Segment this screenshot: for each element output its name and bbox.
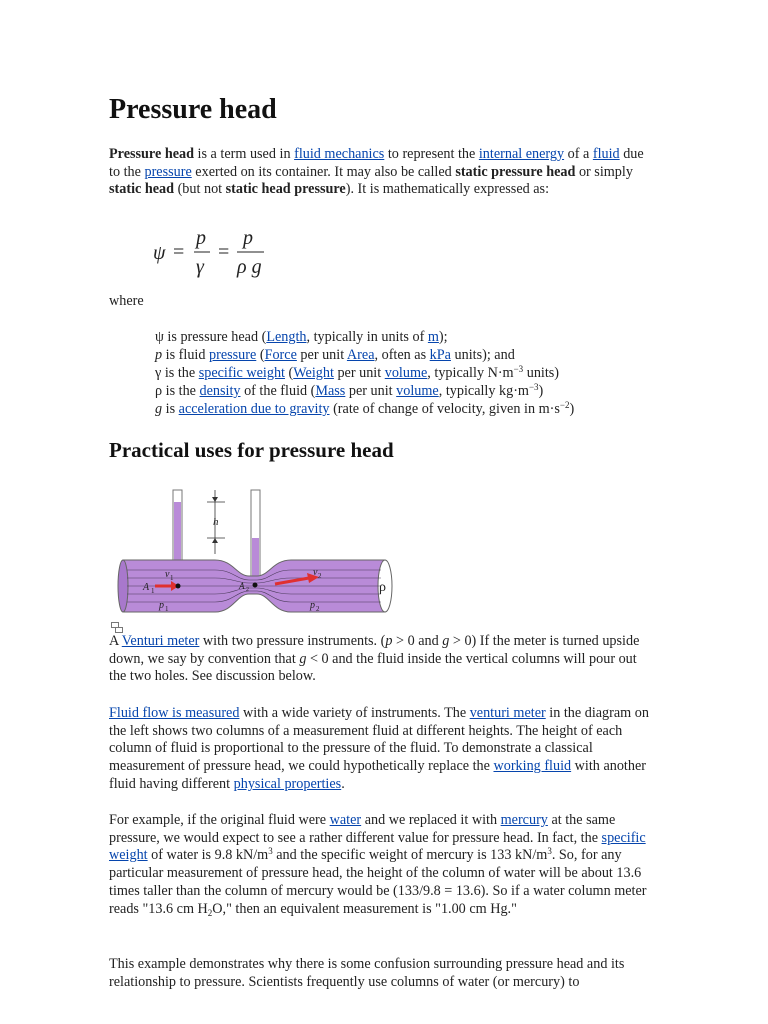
intro-paragraph: Pressure head is a term used in fluid mechanics to represent the internal energy of a fluid due to the pressure exerted on its container. It may also be called static pressure head or simply static head (but not static head pressure). It is mathematically expressed as: [109, 146, 644, 198]
definition-list [155, 328, 655, 418]
link-volume[interactable]: volume [384, 365, 428, 381]
pressure-label-1-sub: 1 [165, 605, 169, 613]
venturi-meter-diagram[interactable] [115, 484, 400, 616]
link-physical-properties[interactable]: physical properties [233, 775, 342, 792]
page-title: Pressure head [109, 94, 277, 125]
definition-item: g is acceleration due to gravity (rate of change of velocity, given in $m\cdot s^{-2}$) [155, 400, 575, 417]
area-label-1-sub: 1 [151, 587, 155, 595]
link-specific-weight[interactable]: specific weight [198, 365, 285, 381]
bold-term: Pressure head [109, 146, 194, 162]
velocity-label-2-sub: 2 [318, 572, 322, 580]
fluid-column-left [174, 502, 181, 564]
height-arrow-down [212, 497, 218, 502]
height-arrow-up [212, 538, 218, 543]
section-heading: Practical uses for pressure head [109, 438, 394, 462]
body-paragraph: Fluid flow is measured with a wide variety of instruments. The venturi meter in the diagram on the left shows two columns of a measurement fluid at different heights. The height of each column of fluid is proportional to the pressure of the fluid. To demonstrate a classical measurement of pressure head, we could hypothetically replace the working fluid with another fluid having different physical properties. [109, 705, 649, 792]
link-weight[interactable]: Weight [293, 365, 334, 381]
height-label: h [213, 516, 219, 528]
area-label-2-sub: 2 [246, 587, 249, 593]
link-density[interactable]: density [199, 383, 241, 399]
magnify-icon[interactable] [111, 620, 123, 631]
area-label-1: A [143, 582, 150, 593]
velocity-label-2: v [313, 567, 318, 578]
density-label: ρ [379, 580, 386, 595]
pressure-label-2: p [310, 600, 315, 611]
formula-numerator-1: p [196, 227, 206, 249]
bold-term: static head pressure [225, 181, 346, 198]
pressure-label-1: p [159, 600, 164, 611]
link-fluid-flow[interactable]: Fluid flow is measured [109, 705, 240, 721]
link-length[interactable]: Length [266, 329, 307, 345]
link-kpa[interactable]: kPa [429, 347, 451, 363]
formula-equals: = [173, 241, 185, 263]
formula-numerator-2: p [243, 227, 253, 249]
formula-psi: ψ [153, 242, 166, 264]
area-label-2: A [239, 581, 245, 591]
measurement-point-1 [176, 584, 181, 589]
link-water[interactable]: water [329, 812, 362, 828]
definition-item: p is fluid pressure (Force per unit Area, often as kPa units); and [155, 347, 515, 363]
link-pressure[interactable]: pressure [144, 163, 192, 180]
link-specific-weight[interactable]: specific weight [109, 829, 646, 864]
formula-denominator-1: γ [196, 256, 204, 278]
velocity-label-1: v [165, 569, 170, 580]
fluid-column-right [252, 538, 259, 576]
velocity-label-1-sub: 1 [170, 574, 174, 582]
link-mercury[interactable]: mercury [500, 812, 548, 828]
link-volume[interactable]: volume [396, 383, 439, 399]
link-area[interactable]: Area [346, 347, 375, 363]
pressure-label-2-sub: 2 [316, 605, 320, 613]
link-venturi-meter[interactable]: Venturi meter [121, 633, 200, 649]
body-paragraph: This example demonstrates why there is some confusion surrounding pressure head and its relationship to pressure. Scientists frequently use columns of water (or mercury) to [109, 956, 625, 990]
definition-item: γ is the specific weight (Weight per unit volume, typically $N\cdot m^{-3}$ units) [155, 364, 560, 381]
link-force[interactable]: Force [264, 347, 297, 363]
image-caption: A Venturi meter with two pressure instruments. (p > 0 and g > 0) If the meter is turned upside down, we say by convention that g < 0 and the fluid inside the vertical columns will pour out the two holes. See discussion below. [109, 633, 640, 685]
link-fluid[interactable]: fluid [592, 146, 620, 162]
bold-term: static head [109, 181, 175, 198]
link-internal-energy[interactable]: internal energy [478, 146, 565, 162]
measurement-point-2 [253, 583, 258, 588]
definition-item: ψ is pressure head (Length, typically in units of m); [155, 329, 448, 345]
formula-denominator-2: ρ g [237, 256, 262, 278]
link-gravity[interactable]: acceleration due to gravity [178, 401, 330, 417]
bold-term: static pressure head [455, 163, 576, 180]
link-venturi-meter[interactable]: venturi meter [469, 705, 546, 721]
definition-item: ρ is the density of the fluid (Mass per unit volume, typically $kg\cdot m^{-3}$) [155, 382, 544, 399]
pipe-inlet-end [118, 560, 128, 612]
link-pressure[interactable]: pressure [209, 347, 257, 363]
pressure-head-formula [150, 222, 280, 282]
link-mass[interactable]: Mass [315, 383, 346, 399]
link-working-fluid[interactable]: working fluid [493, 758, 572, 775]
link-metre[interactable]: m [427, 329, 439, 345]
link-fluid-mechanics[interactable]: fluid mechanics [294, 146, 385, 162]
where-label: where [109, 293, 144, 309]
body-paragraph: For example, if the original fluid were water and we replaced it with mercury at the same pressure, we would expect to see a rather different value for pressure head. In fact, the specific weight of water is 9.8 $kN/m^3$ and the specific weight of mercury is 133 $kN/m^3$. So, for any particular measurement of pressure head, the height of the column of water will be about 13.6 times taller than the column of mercury would be (133/9.8 = 13.6). So if a water column meter reads "13.6 cm $H_2O$," then an equivalent measurement is "1.00 cm Hg." [109, 812, 647, 918]
formula-equals: = [218, 241, 230, 263]
